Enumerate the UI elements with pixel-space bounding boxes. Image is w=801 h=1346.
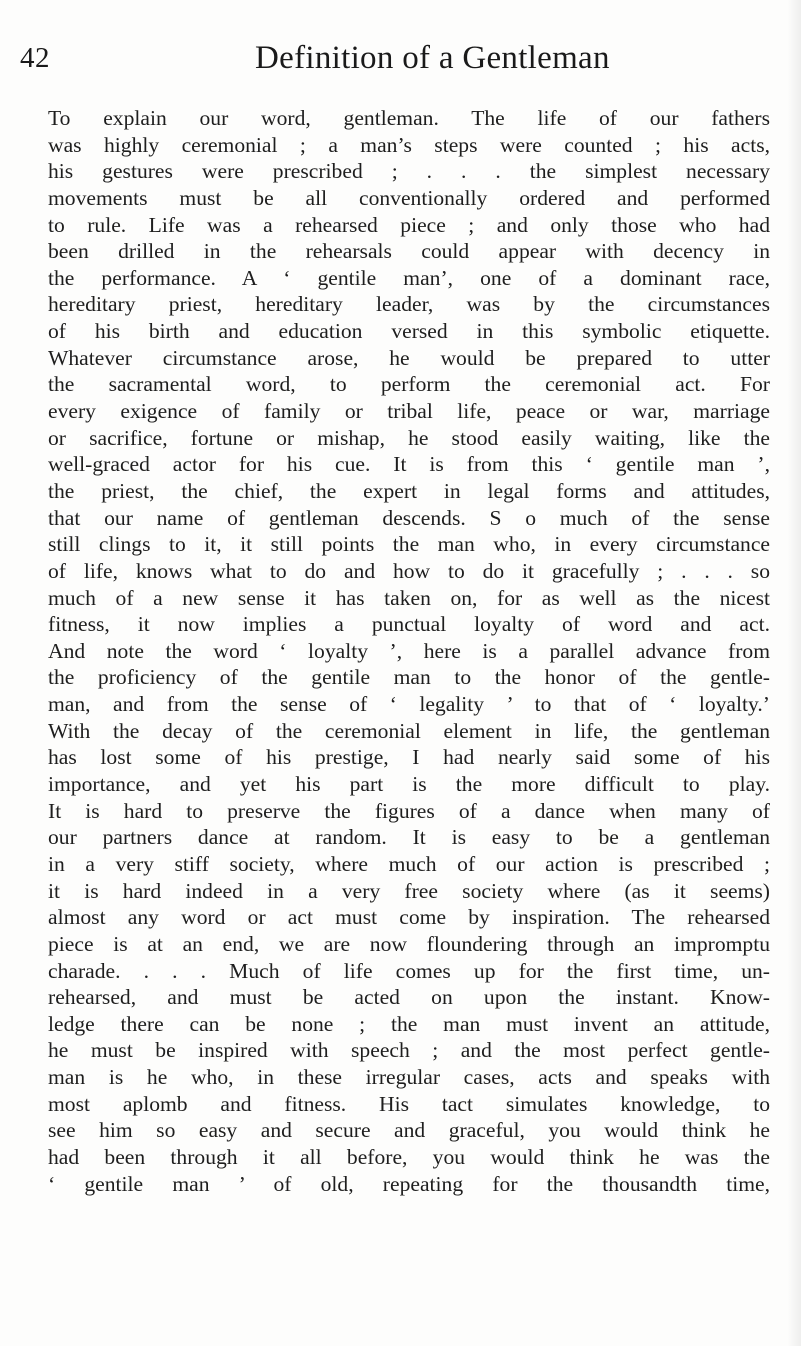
text-line: the sacramental word, to perform the ceremonial act. For xyxy=(48,372,770,397)
body-paragraph xyxy=(48,105,770,1197)
text-line: had been through it all before, you would think he was the xyxy=(48,1144,770,1169)
text-line: And note the word ‘ loyalty ’, here is a parallel advance from xyxy=(48,638,770,663)
text-line: hereditary priest, hereditary leader, was by the circumstances xyxy=(48,292,770,317)
text-line: of his birth and education versed in this symbolic etiquette. xyxy=(48,319,770,344)
text-line: man, and from the sense of ‘ legality ’ to that of ‘ loyalty.’ xyxy=(48,692,770,717)
text-line: fitness, it now implies a punctual loyalty of word and act. xyxy=(48,612,770,637)
page-edge-shadow xyxy=(787,0,801,1346)
text-line: importance, and yet his part is the more difficult to play. xyxy=(48,772,770,797)
text-line: rehearsed, and must be acted on upon the instant. Know- xyxy=(48,985,770,1010)
text-line: Whatever circumstance arose, he would be prepared to utter xyxy=(48,345,770,370)
text-line: much of a new sense it has taken on, for as well as the nicest xyxy=(48,585,770,610)
text-line: been drilled in the rehearsals could appear with decency in xyxy=(48,239,770,264)
text-line: every exigence of family or tribal life, peace or war, marriage xyxy=(48,399,770,424)
text-line: that our name of gentleman descends. S o much of the sense xyxy=(48,505,770,530)
running-title: Definition of a Gentleman xyxy=(255,40,610,76)
text-line: was highly ceremonial ; a man’s steps were counted ; his acts, xyxy=(48,132,770,157)
page-number: 42 xyxy=(20,42,50,74)
text-line: ledge there can be none ; the man must invent an attitude, xyxy=(48,1011,770,1036)
text-line: movements must be all conventionally ordered and performed xyxy=(48,185,770,210)
text-line: almost any word or act must come by inspiration. The rehearsed xyxy=(48,905,770,930)
text-line: the proficiency of the gentile man to the honor of the gentle- xyxy=(48,665,770,690)
text-line: man is he who, in these irregular cases, acts and speaks with xyxy=(48,1065,770,1090)
text-line: or sacrifice, fortune or mishap, he stood easily waiting, like the xyxy=(48,425,770,450)
text-line: With the decay of the ceremonial element in life, the gentleman xyxy=(48,718,770,743)
text-line: his gestures were prescribed ; . . . the simplest necessary xyxy=(48,159,770,184)
running-header xyxy=(20,40,760,90)
text-line: It is hard to preserve the figures of a dance when many of xyxy=(48,798,770,823)
text-line: the performance. A ‘ gentile man’, one of a dominant race, xyxy=(48,265,770,290)
text-line: piece is at an end, we are now floundering through an impromptu xyxy=(48,931,770,956)
text-line: has lost some of his prestige, I had nearly said some of his xyxy=(48,745,770,770)
text-line: it is hard indeed in a very free society where (as it seems) xyxy=(48,878,770,903)
text-line: the priest, the chief, the expert in legal forms and attitudes, xyxy=(48,478,770,503)
text-line: ‘ gentile man ’ of old, repeating for the thousandth time, xyxy=(48,1171,770,1196)
text-line: most aplomb and fitness. His tact simulates knowledge, to xyxy=(48,1091,770,1116)
text-line: in a very stiff society, where much of our action is prescribed ; xyxy=(48,851,770,876)
text-line: he must be inspired with speech ; and the most perfect gentle- xyxy=(48,1038,770,1063)
text-line: see him so easy and secure and graceful, you would think he xyxy=(48,1118,770,1143)
text-line: still clings to it, it still points the man who, in every circumstance xyxy=(48,532,770,557)
text-line: well-graced actor for his cue. It is from this ‘ gentile man ’, xyxy=(48,452,770,477)
text-line: To explain our word, gentleman. The life of our fathers xyxy=(48,106,770,130)
text-line: our partners dance at random. It is easy to be a gentleman xyxy=(48,825,770,850)
text-line: of life, knows what to do and how to do it gracefully ; . . . so xyxy=(48,558,770,583)
text-line: charade. . . . Much of life comes up for the first time, un- xyxy=(48,958,770,983)
text-line: to rule. Life was a rehearsed piece ; and only those who had xyxy=(48,212,770,237)
